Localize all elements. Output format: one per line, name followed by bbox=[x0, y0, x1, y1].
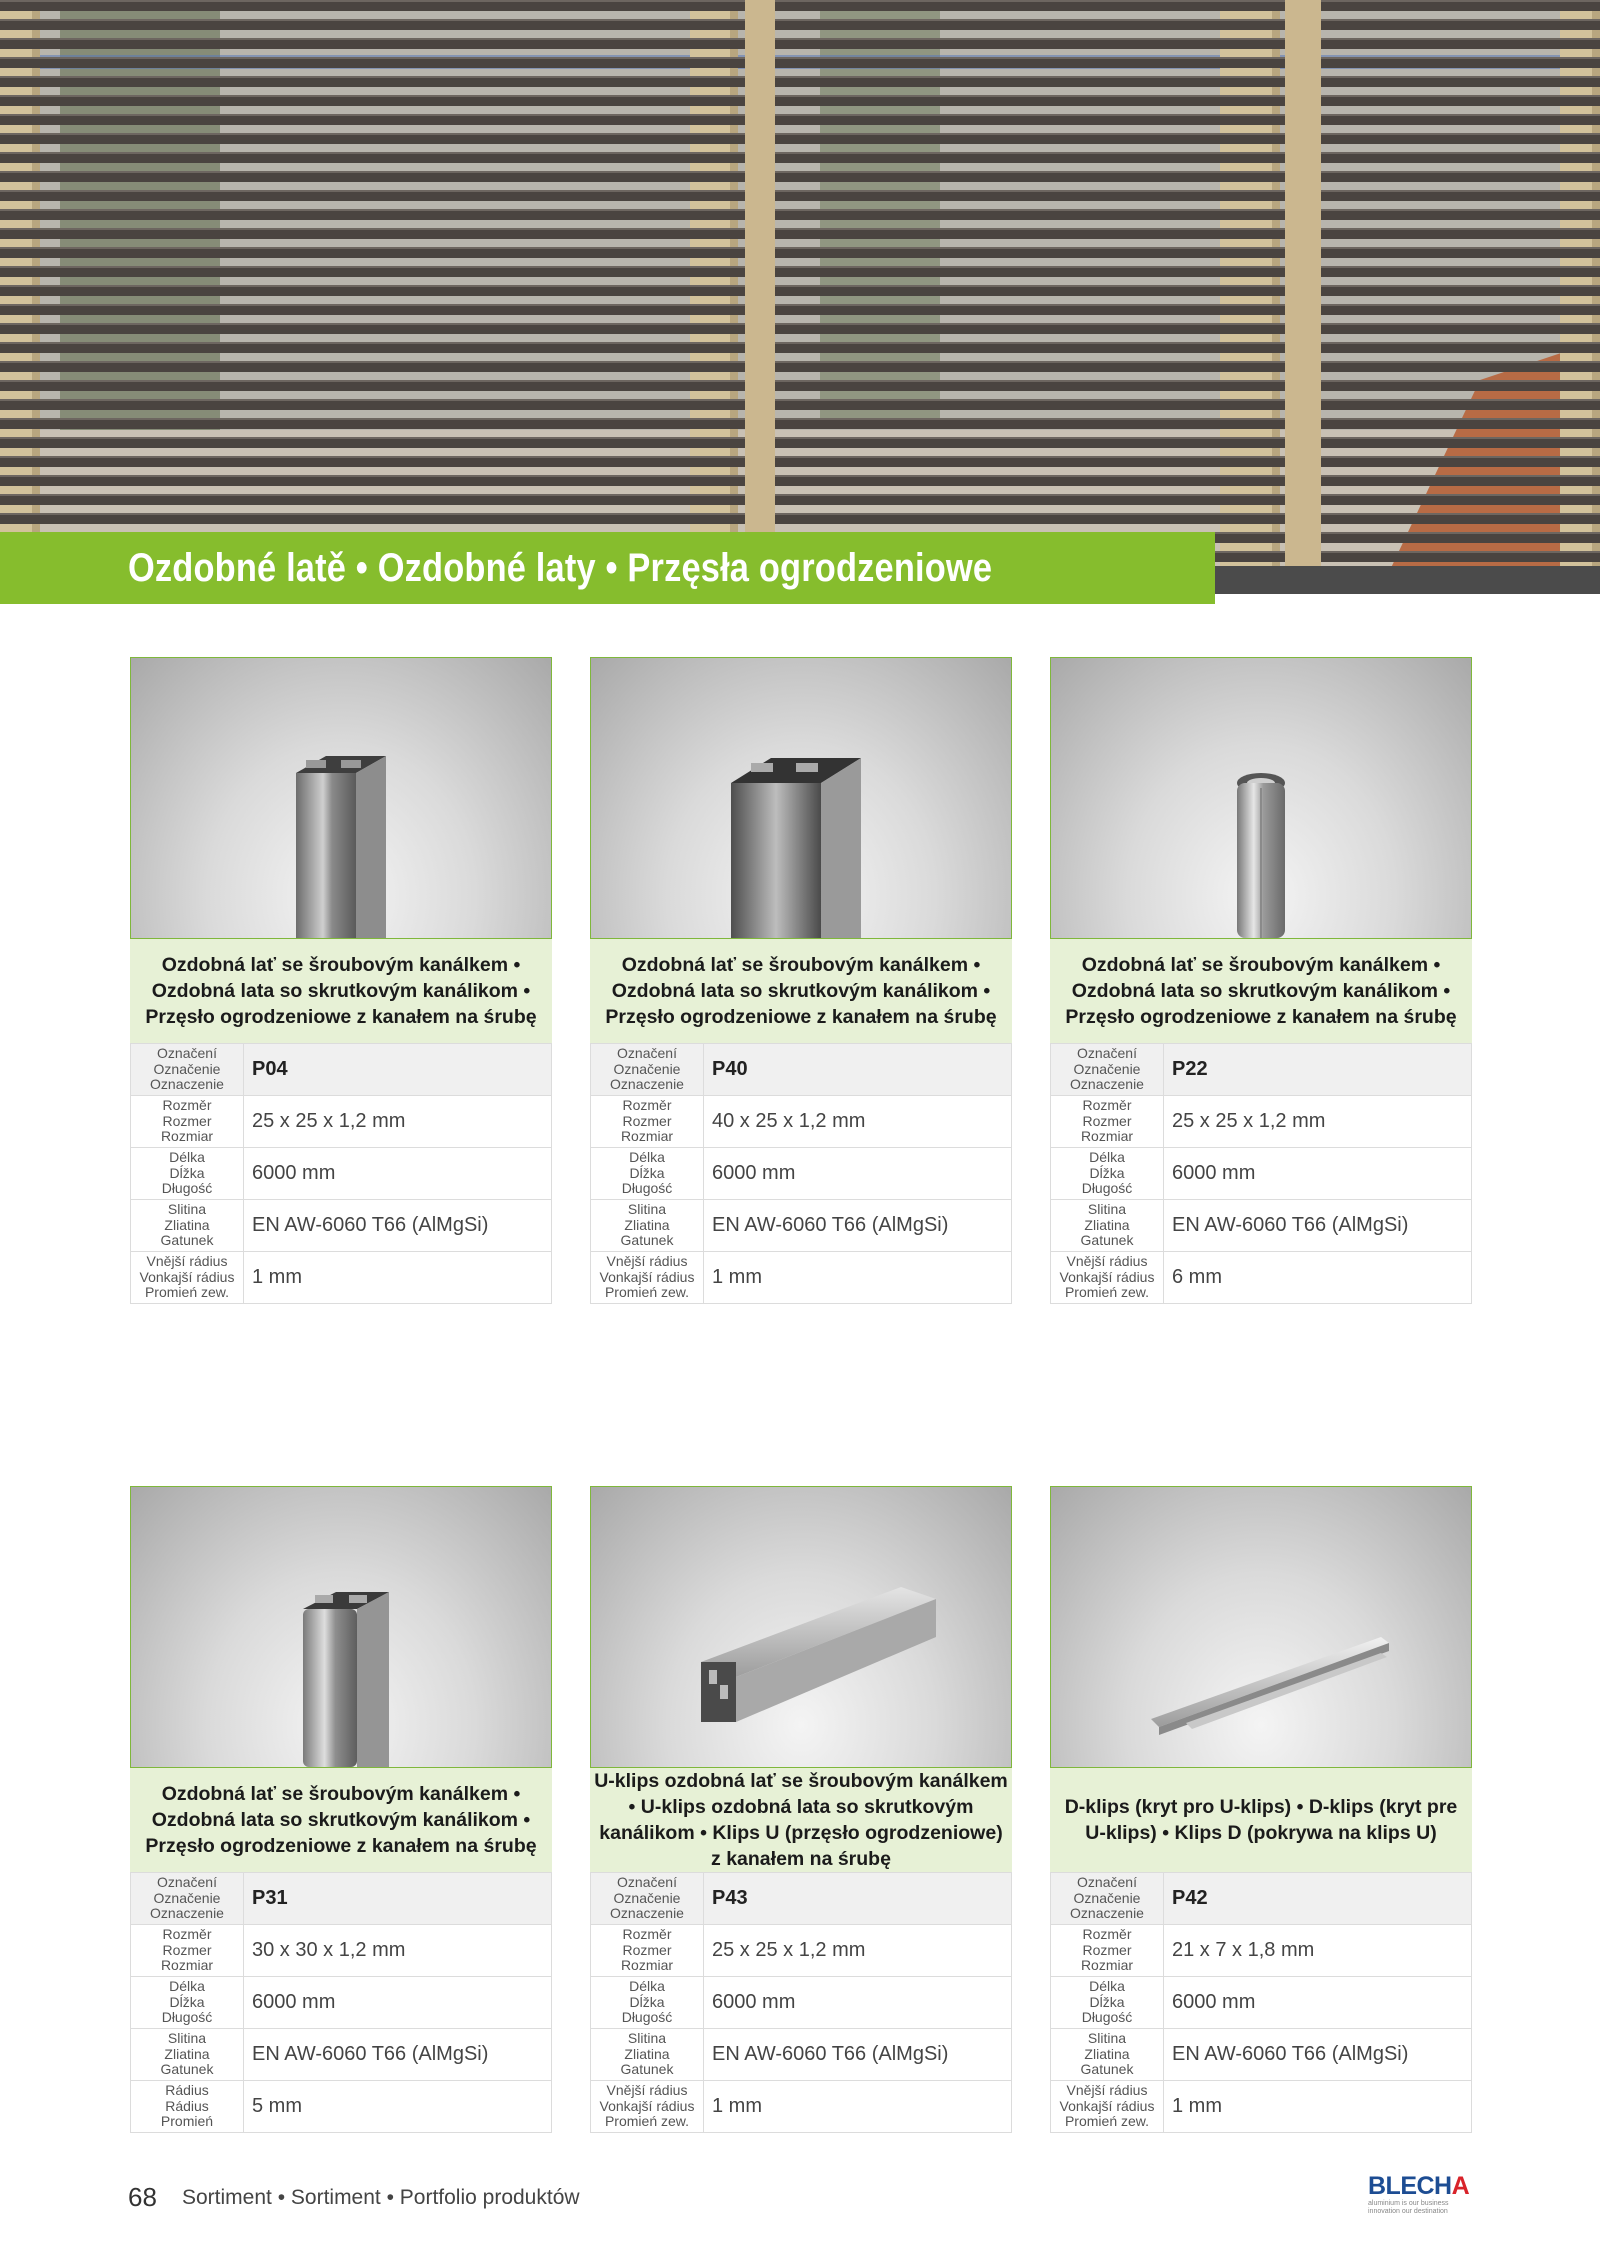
spec-label-line: Dĺžka bbox=[629, 1993, 665, 2010]
spec-table bbox=[130, 1872, 552, 2133]
spec-label-line: Oznaczenie bbox=[610, 1076, 684, 1093]
spec-label-line: Vnější rádius bbox=[146, 1253, 228, 1270]
logo-accent: A bbox=[1451, 2172, 1470, 2200]
spec-row bbox=[1051, 2029, 1472, 2081]
spec-label-line: Długość bbox=[161, 2009, 213, 2026]
spec-row bbox=[1051, 1873, 1472, 1925]
spec-label-line: Gatunek bbox=[1080, 1232, 1134, 1249]
spec-value: P43 bbox=[704, 1873, 1012, 1925]
spec-label bbox=[591, 1977, 704, 2029]
product-name-box bbox=[590, 1768, 1012, 1872]
spec-row bbox=[591, 1252, 1012, 1304]
spec-label-line: Vnější rádius bbox=[1066, 2082, 1148, 2099]
spec-label-line: Oznaczenie bbox=[610, 1905, 684, 1922]
spec-row bbox=[591, 1096, 1012, 1148]
spec-label-line: Dĺžka bbox=[629, 1164, 665, 1181]
product-card-p40 bbox=[590, 657, 1012, 1304]
spec-label-line: Rozměr bbox=[622, 1926, 672, 1943]
spec-label-line: Rozmiar bbox=[160, 1128, 214, 1145]
spec-label-line: Délka bbox=[629, 1149, 665, 1166]
spec-label-line: Vonkajší rádius bbox=[599, 2097, 695, 2114]
spec-label-line: Oznaczenie bbox=[1070, 1905, 1144, 1922]
spec-row bbox=[591, 1200, 1012, 1252]
spec-label-line: Oznaczenie bbox=[150, 1905, 224, 1922]
product-name-box bbox=[1050, 939, 1472, 1043]
spec-value: 6000 mm bbox=[1164, 1977, 1472, 2029]
spec-value: EN AW-6060 T66 (AlMgSi) bbox=[1164, 1200, 1472, 1252]
spec-row bbox=[591, 1925, 1012, 1977]
product-photo bbox=[590, 657, 1012, 939]
spec-label-line: Slitina bbox=[1087, 1201, 1127, 1218]
spec-label-line: Gatunek bbox=[160, 2061, 214, 2078]
spec-label-line: Označení bbox=[1077, 1045, 1137, 1062]
spec-row bbox=[1051, 1977, 1472, 2029]
spec-label-line: Rozměr bbox=[622, 1097, 672, 1114]
spec-row bbox=[1051, 1200, 1472, 1252]
spec-label-line: Gatunek bbox=[160, 1232, 214, 1249]
spec-label-line: Označenie bbox=[1073, 1889, 1141, 1906]
spec-row bbox=[131, 1977, 552, 2029]
page-number: 68 bbox=[128, 2182, 157, 2212]
spec-row bbox=[591, 1044, 1012, 1096]
spec-row bbox=[591, 1977, 1012, 2029]
spec-value: P22 bbox=[1164, 1044, 1472, 1096]
spec-value: P04 bbox=[244, 1044, 552, 1096]
spec-label-line: Slitina bbox=[1087, 2030, 1127, 2047]
spec-label-line: Dĺžka bbox=[1089, 1993, 1125, 2010]
spec-label-line: Označení bbox=[617, 1045, 677, 1062]
spec-label-line: Délka bbox=[629, 1978, 665, 1995]
spec-label-line: Promień bbox=[160, 2113, 214, 2130]
spec-label-line: Vonkajší rádius bbox=[1059, 1268, 1155, 1285]
spec-label-line: Dĺžka bbox=[169, 1164, 205, 1181]
spec-label-line: Slitina bbox=[627, 2030, 667, 2047]
spec-label-line: Slitina bbox=[167, 2030, 207, 2047]
spec-label bbox=[1051, 2029, 1164, 2081]
spec-label-line: Długość bbox=[1081, 1180, 1133, 1197]
spec-label-line: Rozmiar bbox=[620, 1128, 674, 1145]
spec-label-line: Délka bbox=[1089, 1149, 1125, 1166]
spec-label bbox=[591, 2081, 704, 2133]
spec-label-line: Rozměr bbox=[162, 1926, 212, 1943]
spec-label-line: Długość bbox=[1081, 2009, 1133, 2026]
spec-label bbox=[1051, 2081, 1164, 2133]
spec-label-line: Długość bbox=[621, 2009, 673, 2026]
spec-label-line: Rozmiar bbox=[1080, 1957, 1134, 1974]
spec-label-line: Promień zew. bbox=[1064, 2113, 1150, 2130]
logo-tagline-1: aluminium is our business bbox=[1368, 2200, 1449, 2207]
spec-value: 1 mm bbox=[704, 1252, 1012, 1304]
product-card-p31 bbox=[130, 1486, 552, 2133]
product-photo bbox=[1050, 657, 1472, 939]
spec-label-line: Označenie bbox=[153, 1889, 221, 1906]
spec-label-line: Promień zew. bbox=[604, 1284, 690, 1301]
spec-label-line: Rozmer bbox=[622, 1112, 672, 1129]
spec-label-line: Označenie bbox=[153, 1060, 221, 1077]
title-accent-strip bbox=[1215, 566, 1600, 594]
spec-value: 6000 mm bbox=[704, 1148, 1012, 1200]
spec-label-line: Vonkajší rádius bbox=[139, 1268, 235, 1285]
spec-label bbox=[131, 1925, 244, 1977]
spec-label-line: Označenie bbox=[613, 1889, 681, 1906]
spec-label-line: Zliatina bbox=[624, 2045, 670, 2062]
spec-value: P31 bbox=[244, 1873, 552, 1925]
spec-value: 1 mm bbox=[704, 2081, 1012, 2133]
spec-label-line: Zliatina bbox=[1084, 2045, 1130, 2062]
spec-row bbox=[591, 1873, 1012, 1925]
spec-row bbox=[1051, 1096, 1472, 1148]
spec-value: 5 mm bbox=[244, 2081, 552, 2133]
spec-label-line: Rozmiar bbox=[160, 1957, 214, 1974]
spec-value: 30 x 30 x 1,2 mm bbox=[244, 1925, 552, 1977]
spec-label bbox=[1051, 1977, 1164, 2029]
spec-table bbox=[590, 1043, 1012, 1304]
spec-label-line: Rozmer bbox=[1082, 1112, 1132, 1129]
spec-label-line: Gatunek bbox=[620, 2061, 674, 2078]
product-name-box bbox=[130, 939, 552, 1043]
spec-row bbox=[591, 2081, 1012, 2133]
product-photo bbox=[130, 1486, 552, 1768]
spec-label-line: Slitina bbox=[627, 1201, 667, 1218]
spec-label bbox=[131, 1873, 244, 1925]
spec-label-line: Rozměr bbox=[1082, 1926, 1132, 1943]
spec-label-line: Délka bbox=[169, 1978, 205, 1995]
spec-value: 1 mm bbox=[244, 1252, 552, 1304]
product-name: D-klips (kryt pro U-klips) • D-klips (kryt pre U-klips) • Klips D (pokrywa na klips U) bbox=[1064, 1796, 1458, 1844]
product-name-box bbox=[130, 1768, 552, 1872]
spec-value: 40 x 25 x 1,2 mm bbox=[704, 1096, 1012, 1148]
spec-label bbox=[591, 1200, 704, 1252]
round-profile-photo bbox=[1051, 658, 1471, 938]
spec-label bbox=[591, 1925, 704, 1977]
spec-value: 21 x 7 x 1,8 mm bbox=[1164, 1925, 1472, 1977]
spec-value: P40 bbox=[704, 1044, 1012, 1096]
u-clip-profile-photo bbox=[591, 1487, 1011, 1767]
spec-row bbox=[591, 2029, 1012, 2081]
spec-label bbox=[131, 1252, 244, 1304]
spec-value: EN AW-6060 T66 (AlMgSi) bbox=[704, 1200, 1012, 1252]
spec-label-line: Rozměr bbox=[1082, 1097, 1132, 1114]
product-card-p42 bbox=[1050, 1486, 1472, 2133]
spec-row bbox=[131, 1096, 552, 1148]
spec-value: 6000 mm bbox=[1164, 1148, 1472, 1200]
spec-value: 6000 mm bbox=[244, 1148, 552, 1200]
spec-label-line: Slitina bbox=[167, 1201, 207, 1218]
spec-row bbox=[131, 2081, 552, 2133]
spec-label-line: Rozmer bbox=[162, 1112, 212, 1129]
spec-label-line: Dĺžka bbox=[1089, 1164, 1125, 1181]
product-photo bbox=[130, 657, 552, 939]
spec-value: 6000 mm bbox=[244, 1977, 552, 2029]
spec-label-line: Długość bbox=[621, 1180, 673, 1197]
spec-label-line: Gatunek bbox=[1080, 2061, 1134, 2078]
product-name: U-klips ozdobná lať se šroubovým kanálkem • U-klips ozdobná lata so skrutkovým kanálikom • Klips U (przęsło ogrodzeniowe) z kanałem na śrubę bbox=[594, 1770, 1008, 1870]
spec-row bbox=[1051, 2081, 1472, 2133]
spec-row bbox=[131, 1148, 552, 1200]
spec-label-line: Označenie bbox=[613, 1060, 681, 1077]
page-title: Ozdobné latě • Ozdobné laty • Przęsła ogrodzeniowe bbox=[128, 546, 993, 590]
spec-table bbox=[130, 1043, 552, 1304]
spec-label-line: Rádius bbox=[165, 2097, 209, 2114]
spec-row bbox=[1051, 1044, 1472, 1096]
spec-label-line: Rozmer bbox=[622, 1941, 672, 1958]
spec-row bbox=[591, 1148, 1012, 1200]
spec-label-line: Zliatina bbox=[164, 1216, 210, 1233]
product-name-box bbox=[590, 939, 1012, 1043]
spec-label bbox=[1051, 1148, 1164, 1200]
spec-label bbox=[131, 2081, 244, 2133]
spec-row bbox=[131, 1252, 552, 1304]
spec-label-line: Rádius bbox=[165, 2082, 209, 2099]
spec-value: EN AW-6060 T66 (AlMgSi) bbox=[704, 2029, 1012, 2081]
spec-label-line: Rozmiar bbox=[1080, 1128, 1134, 1145]
spec-label-line: Oznaczenie bbox=[1070, 1076, 1144, 1093]
product-card-p04 bbox=[130, 657, 552, 1304]
spec-label-line: Promień zew. bbox=[144, 1284, 230, 1301]
product-name: Ozdobná lať se šroubovým kanálkem • Ozdobná lata so skrutkovým kanálikom • Przęsło ogrodzeniowe z kanałem na śrubę bbox=[145, 1783, 537, 1857]
hero-photo bbox=[0, 0, 1600, 570]
spec-label bbox=[591, 2029, 704, 2081]
spec-label-line: Zliatina bbox=[624, 1216, 670, 1233]
spec-label-line: Promień zew. bbox=[604, 2113, 690, 2130]
spec-label bbox=[591, 1148, 704, 1200]
spec-table bbox=[1050, 1043, 1472, 1304]
product-card-p22 bbox=[1050, 657, 1472, 1304]
spec-label bbox=[1051, 1200, 1164, 1252]
spec-value: EN AW-6060 T66 (AlMgSi) bbox=[244, 1200, 552, 1252]
spec-value: P42 bbox=[1164, 1873, 1472, 1925]
spec-value: 6000 mm bbox=[704, 1977, 1012, 2029]
spec-row bbox=[1051, 1148, 1472, 1200]
square-profile-photo bbox=[131, 658, 551, 938]
spec-label bbox=[591, 1096, 704, 1148]
spec-label bbox=[1051, 1044, 1164, 1096]
product-name: Ozdobná lať se šroubovým kanálkem • Ozdobná lata so skrutkovým kanálikom • Przęsło ogrodzeniowe z kanałem na śrubę bbox=[1065, 954, 1457, 1028]
spec-label bbox=[131, 1044, 244, 1096]
product-name: Ozdobná lať se šroubovým kanálkem • Ozdobná lata so skrutkovým kanálikom • Przęsło ogrodzeniowe z kanałem na śrubę bbox=[145, 954, 537, 1028]
spec-label bbox=[131, 1148, 244, 1200]
spec-label bbox=[591, 1044, 704, 1096]
logo-tagline-2: innovation our destination bbox=[1368, 2208, 1448, 2215]
spec-label-line: Délka bbox=[1089, 1978, 1125, 1995]
spec-label bbox=[591, 1252, 704, 1304]
spec-label-line: Zliatina bbox=[164, 2045, 210, 2062]
spec-label-line: Vonkajší rádius bbox=[1059, 2097, 1155, 2114]
spec-label-line: Označení bbox=[617, 1874, 677, 1891]
spec-label bbox=[131, 1096, 244, 1148]
spec-label-line: Zliatina bbox=[1084, 1216, 1130, 1233]
rectangular-profile-photo bbox=[591, 658, 1011, 938]
spec-label bbox=[1051, 1096, 1164, 1148]
rounded-square-profile-photo bbox=[131, 1487, 551, 1767]
spec-label-line: Długość bbox=[161, 1180, 213, 1197]
spec-label-line: Označení bbox=[157, 1874, 217, 1891]
product-card-p43 bbox=[590, 1486, 1012, 2133]
spec-value: 6 mm bbox=[1164, 1252, 1472, 1304]
spec-table bbox=[1050, 1872, 1472, 2133]
spec-value: 25 x 25 x 1,2 mm bbox=[1164, 1096, 1472, 1148]
product-photo bbox=[590, 1486, 1012, 1768]
spec-row bbox=[1051, 1252, 1472, 1304]
product-photo bbox=[1050, 1486, 1472, 1768]
spec-label bbox=[591, 1873, 704, 1925]
spec-row bbox=[131, 1044, 552, 1096]
footer-text: Sortiment • Sortiment • Portfolio produktów bbox=[182, 2186, 580, 2209]
spec-label bbox=[1051, 1925, 1164, 1977]
spec-label-line: Označenie bbox=[1073, 1060, 1141, 1077]
blecha-logo bbox=[1368, 2172, 1470, 2216]
logo-wordmark bbox=[1368, 2172, 1470, 2200]
spec-value: 25 x 25 x 1,2 mm bbox=[244, 1096, 552, 1148]
spec-label-line: Dĺžka bbox=[169, 1993, 205, 2010]
spec-label-line: Vnější rádius bbox=[1066, 1253, 1148, 1270]
spec-label-line: Rozmer bbox=[162, 1941, 212, 1958]
spec-label-line: Označení bbox=[157, 1045, 217, 1062]
fence-photo bbox=[0, 0, 1600, 570]
spec-label-line: Promień zew. bbox=[1064, 1284, 1150, 1301]
spec-label-line: Rozmer bbox=[1082, 1941, 1132, 1958]
spec-label-line: Vonkajší rádius bbox=[599, 1268, 695, 1285]
spec-label bbox=[1051, 1873, 1164, 1925]
spec-row bbox=[131, 1925, 552, 1977]
spec-value: 1 mm bbox=[1164, 2081, 1472, 2133]
spec-label-line: Délka bbox=[169, 1149, 205, 1166]
product-name-box bbox=[1050, 1768, 1472, 1872]
spec-row bbox=[1051, 1925, 1472, 1977]
spec-label bbox=[131, 1977, 244, 2029]
spec-value: EN AW-6060 T66 (AlMgSi) bbox=[244, 2029, 552, 2081]
d-clip-profile-photo bbox=[1051, 1487, 1471, 1767]
spec-value: 25 x 25 x 1,2 mm bbox=[704, 1925, 1012, 1977]
spec-label-line: Rozmiar bbox=[620, 1957, 674, 1974]
spec-label bbox=[131, 2029, 244, 2081]
spec-row bbox=[131, 1200, 552, 1252]
spec-label-line: Gatunek bbox=[620, 1232, 674, 1249]
spec-label bbox=[131, 1200, 244, 1252]
spec-row bbox=[131, 1873, 552, 1925]
spec-label bbox=[1051, 1252, 1164, 1304]
logo-main: BLECH bbox=[1368, 2172, 1452, 2200]
spec-label-line: Oznaczenie bbox=[150, 1076, 224, 1093]
product-name: Ozdobná lať se šroubovým kanálkem • Ozdobná lata so skrutkovým kanálikom • Przęsło ogrodzeniowe z kanałem na śrubę bbox=[605, 954, 997, 1028]
spec-label-line: Označení bbox=[1077, 1874, 1137, 1891]
spec-label-line: Vnější rádius bbox=[606, 2082, 688, 2099]
spec-label-line: Vnější rádius bbox=[606, 1253, 688, 1270]
spec-row bbox=[131, 2029, 552, 2081]
spec-value: EN AW-6060 T66 (AlMgSi) bbox=[1164, 2029, 1472, 2081]
spec-label-line: Rozměr bbox=[162, 1097, 212, 1114]
spec-table bbox=[590, 1872, 1012, 2133]
